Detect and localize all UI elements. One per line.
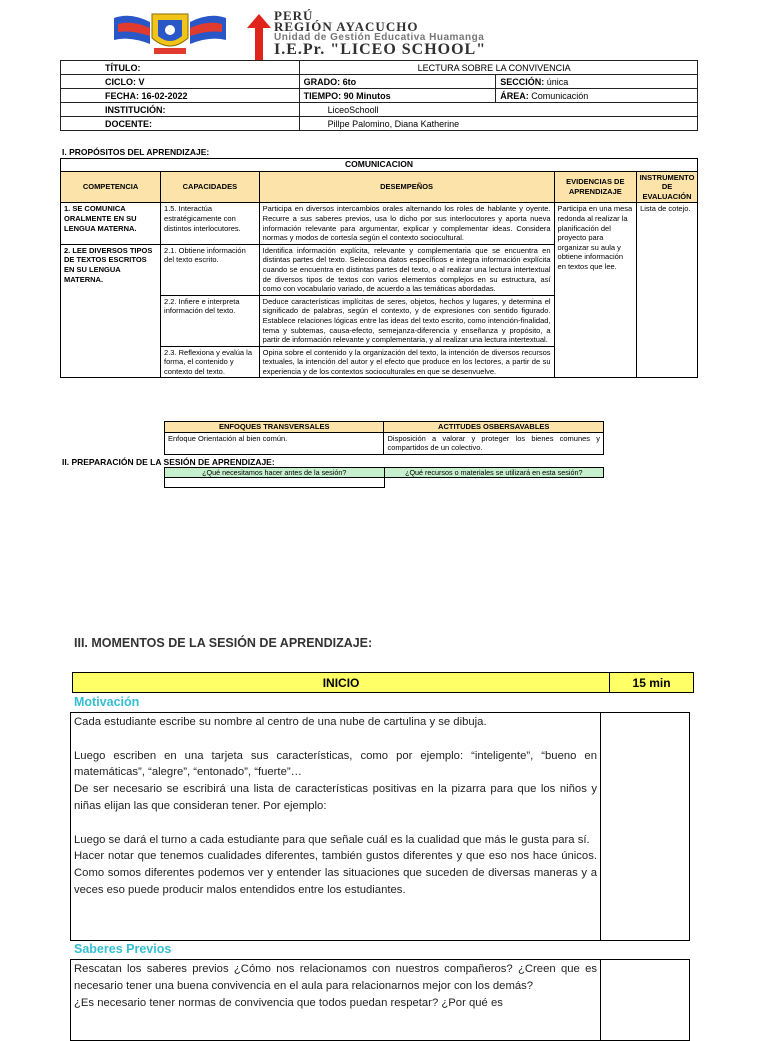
preparacion-table xyxy=(164,467,604,488)
area-label: ÁREA: xyxy=(500,90,529,101)
header-evidencias: EVIDENCIAS DE APRENDIZAJE xyxy=(554,171,637,203)
desempeno-1: Participa en diversos intercambios orales alternando los roles de hablante y oyente. Recurre a sus saberes previos, usa lo dicho por sus interlocutores y aporta nueva información relevante para argumentar, explicar y complementar ideas. Considera normas y modos de cortesía según el contexto sociocultural. xyxy=(259,203,554,244)
school-crest xyxy=(110,10,230,56)
prep-cell-before xyxy=(165,478,385,488)
header-country: PERÚ xyxy=(274,8,314,23)
area-cell xyxy=(496,89,698,103)
desempeno-2-2: Deduce características implícitas de seres, objetos, hechos y lugares, y determina el significado de palabras, según el contexto, y de expresiones con sentido figurado. Establece relaciones lógicas entre las ideas del texto escrito, como intención-finalidad, tema y subtemas, causa-efecto, semejanza-diferencia y enseñanza y propósito, a partir de información relevante y complementaria, y al realizar una lectura intertextual. xyxy=(259,295,554,346)
inicio-bar xyxy=(72,672,694,693)
section-heading-1: I. PROPÓSITOS DEL APRENDIZAJE: xyxy=(62,147,210,157)
school-header-text xyxy=(274,10,486,57)
saberes-box xyxy=(70,959,690,1041)
prep-header-materials: ¿Qué recursos o materiales se utilizará en esta sesión? xyxy=(384,468,604,478)
header-ugel: Unidad de Gestión Educativa Huamanga xyxy=(274,32,485,43)
enfoques-header: ENFOQUES TRANSVERSALES xyxy=(165,422,384,433)
docente-label: DOCENTE: xyxy=(61,117,300,131)
header-capacidades: CAPACIDADES xyxy=(161,171,260,203)
saberes-text xyxy=(71,960,601,1040)
motivacion-p3: De ser necesario se escribirá una lista de características positivas en la pizarra para que los niños y niñas elijan las que consideran tener. Por ejemplo: xyxy=(74,783,597,812)
actitud-cell: Disposición a valorar y proteger los bienes comunes y compartidos de un colectivo. xyxy=(384,432,604,454)
motivacion-title: Motivación xyxy=(74,695,140,709)
institucion-label: INSTITUCIÓN: xyxy=(61,103,300,117)
header-desempenos: DESEMPEÑOS xyxy=(259,171,554,203)
institucion-value: LiceoSchooll xyxy=(299,103,697,117)
actitudes-header: ACTITUDES OSBERSAVABLES xyxy=(384,422,604,433)
competencia-1: 1. SE COMUNICA ORALMENTE EN SU LENGUA MATERNA. xyxy=(61,203,161,244)
titulo-value: LECTURA SOBRE LA CONVIVENCIA xyxy=(299,61,697,75)
enfoques-table xyxy=(164,421,604,455)
prep-cell-materials xyxy=(384,478,604,488)
saberes-p2: ¿Es necesario tener normas de convivencia que todos puedan respetar? ¿Por qué es xyxy=(74,996,503,1009)
section-heading-2: II. PREPARACIÓN DE LA SESIÓN DE APRENDIZAJE: xyxy=(62,457,275,467)
section-heading-3: III. MOMENTOS DE LA SESIÓN DE APRENDIZAJE: xyxy=(74,636,373,650)
motivacion-p2: Luego escriben en una tarjeta sus características, como por ejemplo: “inteligente”, “bueno en matemáticas”, “alegre”, “entonado”, “fuerte”… xyxy=(74,749,597,779)
instrumento-cell: Lista de cotejo. xyxy=(637,203,698,378)
area-value: Comunicación xyxy=(528,90,589,101)
seccion-cell xyxy=(496,75,698,89)
docente-value: Pillpe Palomino, Diana Katherine xyxy=(299,117,697,131)
motivacion-p1: Cada estudiante escribe su nombre al centro de una nube de cartulina y se dibuja. xyxy=(74,716,487,728)
desempeno-2-1: Identifica información explícita, relevante y complementaria que se encuentra en distintas partes del texto. Selecciona datos específicos e integra información explícita cuando se encuentra en distintas partes del texto, o al realizar una lectura intertextual de diversos tipos de textos con varios elementos complejos en su estructura, así como con vocabulario variado, de acuerdo a las temáticas abordadas. xyxy=(259,244,554,295)
comp-table-title: COMUNICACION xyxy=(61,159,698,172)
saberes-p1: Rescatan los saberes previos ¿Cómo nos relacionamos con nuestros compañeros? ¿Creen que es necesario tener una buena convivencia en el aula para relacionarnos mejor con los demás? xyxy=(74,963,597,992)
capacidad-1-5: 1.5. Interactúa estratégicamente con distintos interlocutores. xyxy=(161,203,260,244)
header-region: REGIÓN AYACUCHO xyxy=(274,19,419,34)
seccion-value: única xyxy=(544,76,569,87)
seccion-label: SECCIÓN: xyxy=(500,76,545,87)
fecha-cell: FECHA: 16-02-2022 xyxy=(61,89,300,103)
motivacion-box xyxy=(70,712,690,941)
capacidad-2-3: 2.3. Reflexiona y evalúa la forma, el contenido y contexto del texto. xyxy=(161,346,260,378)
enfoque-cell: Enfoque Orientación al bien común. xyxy=(165,432,384,454)
competencias-table xyxy=(60,158,698,378)
saberes-title: Saberes Previos xyxy=(74,942,172,956)
header-instrumento: INSTRUMENTO DE EVALUACIÓN xyxy=(637,171,698,203)
desempeno-2-3: Opina sobre el contenido y la organización del texto, la intención de diversos recursos textuales, la intención del autor y el efecto que produce en los lectores, a partir de su experiencia y de los contextos socioculturales en que se desenvuelve. xyxy=(259,346,554,378)
inicio-label: INICIO xyxy=(73,673,610,693)
capacidad-2-1: 2.1. Obtiene información del texto escrito. xyxy=(161,244,260,295)
evidencia-cell: Participa en una mesa redonda al realizar la planificación del proyecto para organizar su aula y obtiene información en textos que lee. xyxy=(554,203,637,378)
header-competencia: COMPETENCIA xyxy=(61,171,161,203)
header-school: I.E.Pr. "LICEO SCHOOL" xyxy=(274,41,487,58)
motivacion-p4: Luego se dará el turno a cada estudiante para que señale cuál es la cualidad que más le gusta para sí. xyxy=(74,833,590,846)
prep-header-before: ¿Qué necesitamos hacer antes de la sesión? xyxy=(165,468,385,478)
session-info-table xyxy=(60,60,698,131)
competencia-2: 2. LEE DIVERSOS TIPOS DE TEXTOS ESCRITOS EN SU LENGUA MATERNA. xyxy=(61,244,161,378)
motivacion-text xyxy=(71,713,601,940)
motivacion-p5: Hacer notar que tenemos cualidades diferentes, también gustos diferentes y que eso nos hace únicos. Como somos diferentes podemos ver y entender las situaciones que suceden de diversas maneras y a veces eso puede producir malos entendidos entre los estudiantes. xyxy=(74,850,597,896)
ciclo-cell: CICLO: V xyxy=(61,75,300,89)
titulo-label: TÍTULO: xyxy=(61,61,300,75)
capacidad-2-2: 2.2. Infiere e interpreta información del texto. xyxy=(161,295,260,346)
tiempo-cell: TIEMPO: 90 Minutos xyxy=(299,89,496,103)
inicio-time: 15 min xyxy=(610,673,694,693)
grado-cell: GRADO: 6to xyxy=(299,75,496,89)
